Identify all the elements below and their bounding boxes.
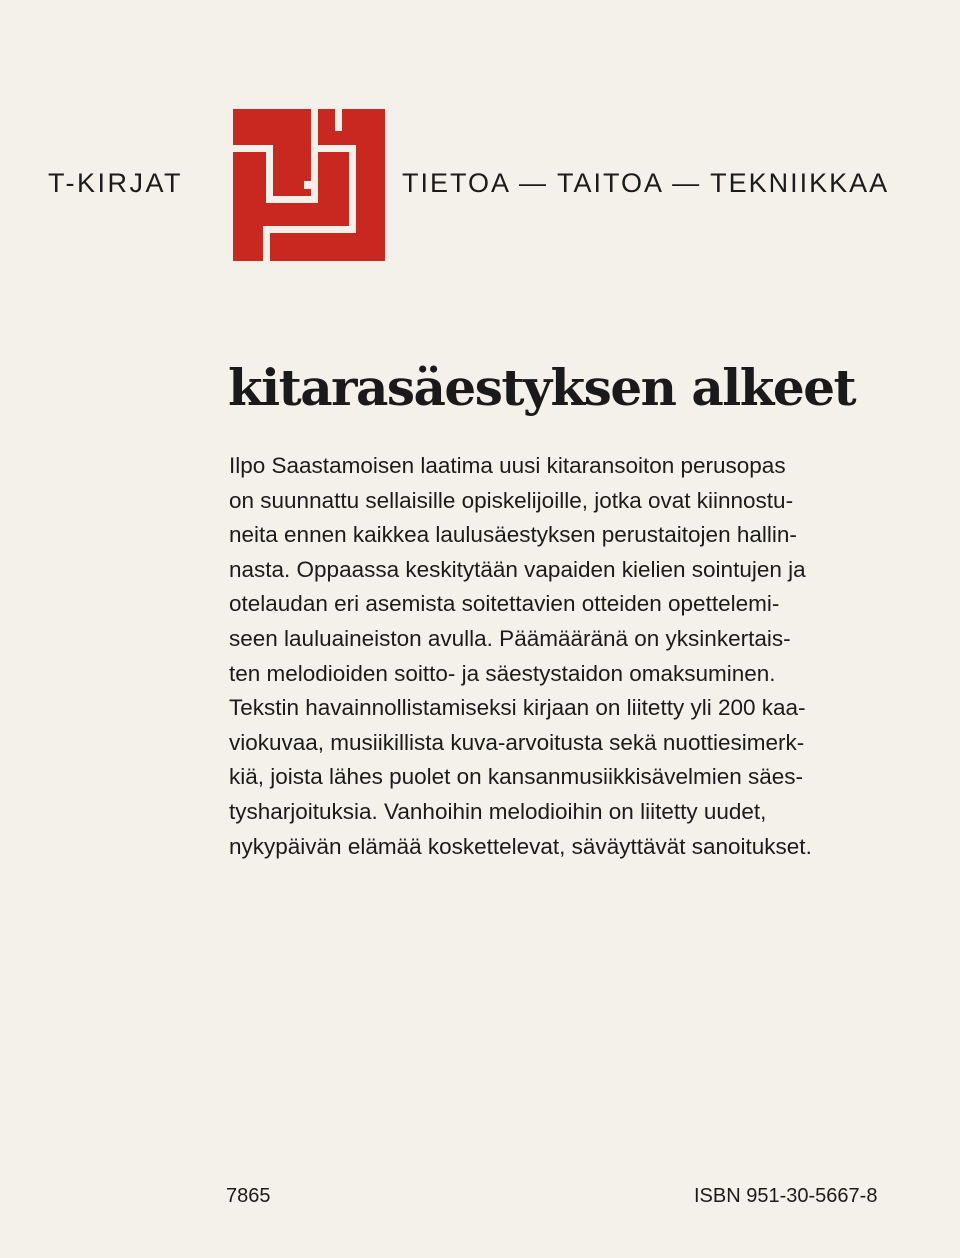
description-line: otelaudan eri asemista soitettavien otteiden opettelemi- xyxy=(229,591,780,617)
description-line: tysharjoituksia. Vanhoihin melodioihin on liitetty uudet, xyxy=(229,798,767,824)
t-kirjat-logo-icon xyxy=(233,109,385,261)
book-title: kitarasäestyksen alkeet xyxy=(228,358,856,417)
description-line: nykypäivän elämää koskettelevat, säväyttävät sanoitukset. xyxy=(229,833,812,859)
book-description xyxy=(229,449,909,864)
product-code: 7865 xyxy=(226,1185,271,1207)
series-name: T-KIRJAT xyxy=(48,168,184,198)
description-line: Tekstin havainnollistamiseksi kirjaan on liitetty yli 200 kaa- xyxy=(229,695,806,721)
isbn: ISBN 951-30-5667-8 xyxy=(694,1185,878,1207)
description-line: nasta. Oppaassa keskitytään vapaiden kielien sointujen ja xyxy=(229,556,806,582)
description-line: seen lauluaineiston avulla. Päämääränä on yksinkertais- xyxy=(229,625,791,651)
description-line: on suunnattu sellaisille opiskelijoille, jotka ovat kiinnostu- xyxy=(229,487,794,513)
description-line: viokuvaa, musiikillista kuva-arvoitusta sekä nuottiesimerk- xyxy=(229,729,805,755)
series-tagline: TIETOA — TAITOA — TEKNIIKKAA xyxy=(402,168,890,198)
description-line: Ilpo Saastamoisen laatima uusi kitaransoiton perusopas xyxy=(229,453,786,478)
description-line: neita ennen kaikkea laulusäestyksen perustaitojen hallin- xyxy=(229,522,797,548)
description-line: kiä, joista lähes puolet on kansanmusiikkisävelmien säes- xyxy=(229,764,804,790)
description-line: ten melodioiden soitto- ja säestystaidon omaksuminen. xyxy=(229,660,776,686)
